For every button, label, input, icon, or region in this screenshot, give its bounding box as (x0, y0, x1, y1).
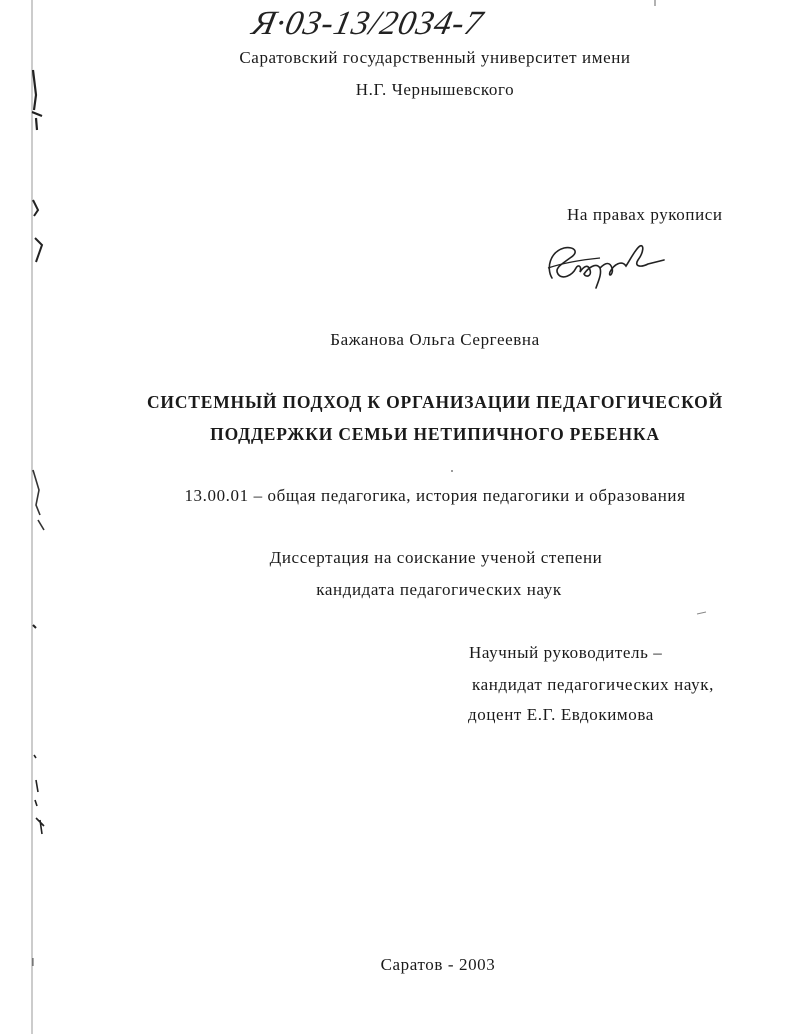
degree-line-1: Диссертация на соискание ученой степени (269, 548, 603, 567)
supervisor-line-3: доцент Е.Г. Евдокимова (468, 705, 654, 724)
svg-text:Я·03-13/2034-7: Я·03-13/2034-7 (249, 4, 487, 42)
dissertation-title-line-1: СИСТЕМНЫЙ ПОДХОД К ОРГАНИЗАЦИИ ПЕДАГОГИЧЕСКОЙ (146, 392, 724, 412)
specialty-code: 13.00.01 – общая педагогика, история педагогики и образования (184, 486, 686, 505)
supervisor-line-1: Научный руководитель – (469, 643, 663, 662)
university-line-1: Саратовский государственный университет имени (239, 48, 631, 67)
author-name: Бажанова Ольга Сергеевна (330, 330, 540, 349)
manuscript-rights-note: На правах рукописи (567, 205, 723, 224)
supervisor-line-2: кандидат педагогических наук, (472, 675, 714, 694)
degree-line-2: кандидата педагогических наук (316, 580, 562, 599)
dissertation-title-line-2: ПОДДЕРЖКИ СЕМЬИ НЕТИПИЧНОГО РЕБЕНКА (210, 424, 660, 444)
university-line-2: Н.Г. Чернышевского (355, 80, 515, 99)
city-year: Саратов - 2003 (380, 955, 496, 974)
